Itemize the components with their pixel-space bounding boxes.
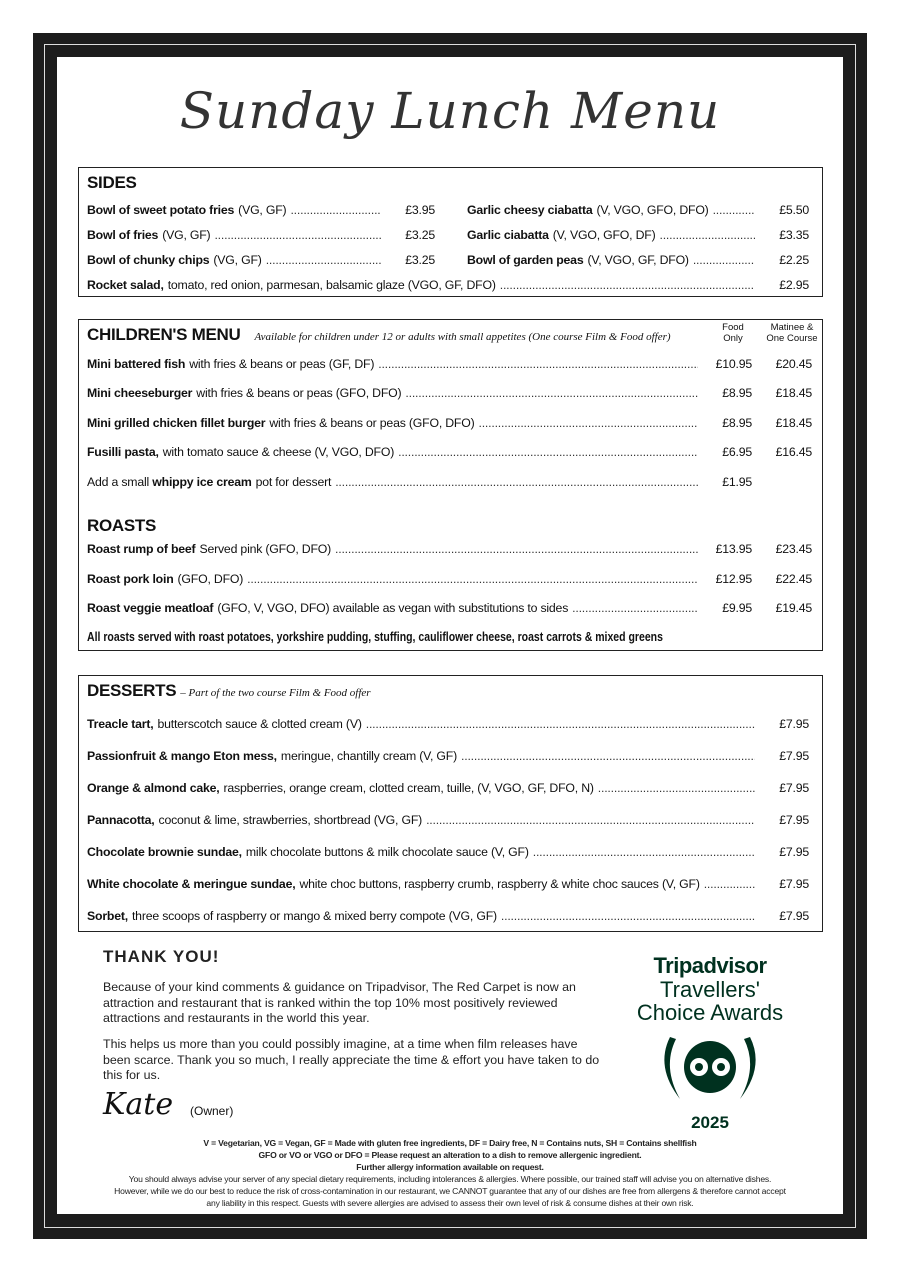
col-matinee: Matinee & One Course [766, 322, 818, 344]
item-price: £7.95 [779, 877, 809, 891]
item-description: (GFO, V, VGO, DFO) available as vegan with substitutions to sides [217, 601, 569, 615]
dot-leader [572, 601, 698, 615]
award-line2: Choice Awards [636, 1000, 784, 1025]
desserts-heading-text: DESSERTS [87, 681, 177, 700]
item-price: £3.25 [405, 253, 435, 267]
item-name: Treacle tart, [87, 717, 154, 731]
item-name: Roast veggie meatloaf [87, 601, 214, 615]
item-price: £9.95 [722, 601, 752, 615]
item-price-matinee: £19.45 [775, 601, 812, 615]
menu-item [87, 845, 809, 859]
item-name: Bowl of chunky chips [87, 253, 210, 267]
footer-line: V = Vegetarian, VG = Vegan, GF = Made with gluten free ingredients, DF = Dairy free, N = Contains nuts, SH = Contains shellfish [203, 1138, 697, 1148]
item-price: £12.95 [715, 572, 752, 586]
item-description: with fries & beans or peas (GF, DF) [189, 357, 375, 371]
item-description: three scoops of raspberry or mango & mixed berry compote (VG, GF) [131, 909, 497, 923]
item-price-matinee: £16.45 [775, 445, 812, 459]
item-price-matinee: £20.45 [775, 357, 812, 371]
menu-item [87, 542, 812, 556]
menu-item [87, 445, 812, 459]
item-price: £8.95 [722, 416, 752, 430]
sides-heading: SIDES [87, 173, 137, 192]
item-name: Bowl of sweet potato fries [87, 203, 235, 217]
dot-leader [214, 228, 381, 242]
children-subtitle: Available for children under 12 or adults with small appetites (One course Film & Food offer) [254, 331, 671, 343]
footer-line: GFO or VO or VGO or DFO = Please request an alteration to a dish to remove allergenic ingredient. [258, 1150, 642, 1160]
menu-item [87, 749, 809, 763]
item-price-matinee: £18.45 [775, 386, 812, 400]
dot-leader [335, 475, 698, 489]
award-line1: Travellers' [660, 977, 760, 1002]
dot-leader [461, 749, 755, 763]
menu-item [467, 203, 809, 217]
item-description: with fries & beans or peas (GFO, DFO) [269, 416, 475, 430]
footer-line: You should always advise your server of any special dietary requirements, including intolerances & allergies. Where possible, our trained staff will advise you on alternative dishes. [128, 1174, 772, 1184]
item-name: Fusilli pasta, [87, 445, 159, 459]
item-description: with fries & beans or peas (GFO, DFO) [196, 386, 402, 400]
dot-leader [405, 386, 698, 400]
allergy-disclaimer [50, 1173, 850, 1209]
desserts-subtitle: – Part of the two course Film & Food offer [180, 687, 371, 699]
footer-line: However, while we do our best to reduce the risk of cross-contamination in our restaurant, we CANNOT guarantee that any of our dishes are free from allergens & therefore cannot accept [114, 1186, 786, 1196]
footer-line: Further allergy information available on request. [356, 1162, 544, 1172]
dot-leader [713, 203, 755, 217]
item-price: £7.95 [779, 781, 809, 795]
item-name: Sorbet, [87, 909, 128, 923]
menu-item [87, 416, 812, 430]
children-heading [87, 325, 671, 345]
item-price-matinee: £23.45 [775, 542, 812, 556]
item-description: (V, VGO, GFO, DFO) [596, 203, 709, 217]
award-year: 2025 [691, 1113, 729, 1132]
item-description: milk chocolate buttons & milk chocolate sauce (V, GF) [245, 845, 529, 859]
allergen-key [50, 1137, 850, 1173]
item-price: £3.35 [779, 228, 809, 242]
menu-item [467, 253, 809, 267]
item-price: £7.95 [779, 749, 809, 763]
dot-leader [290, 203, 381, 217]
item-name: Garlic cheesy ciabatta [467, 203, 593, 217]
dot-leader [693, 253, 755, 267]
dot-leader [378, 357, 698, 371]
award-brand: Tripadvisor [653, 953, 767, 978]
menu-item [87, 909, 809, 923]
owner-label: (Owner) [190, 1104, 234, 1118]
dot-leader [398, 445, 698, 459]
item-description: (VG, GF) [238, 203, 287, 217]
dot-leader [500, 278, 755, 292]
dot-leader [366, 717, 755, 731]
menu-item [87, 386, 812, 400]
item-description: (GFO, DFO) [177, 572, 244, 586]
menu-item [87, 253, 435, 267]
item-name: White chocolate & meringue sundae, [87, 877, 296, 891]
item-name: Roast rump of beef [87, 542, 196, 556]
thanks-paragraph-2: This helps us more than you could possibly imagine, at a time when film releases have been scarce. Thank you so much, I really appreciate the time & effort you have taken to do this for us. [103, 1037, 600, 1082]
menu-item [87, 601, 812, 615]
signature: Kate [103, 1087, 174, 1122]
item-description: (VG, GF) [213, 253, 262, 267]
menu-item [87, 813, 809, 827]
item-name: Garlic ciabatta [467, 228, 549, 242]
dot-leader [266, 253, 381, 267]
dot-leader [426, 813, 755, 827]
owl-laurel-icon [650, 1027, 770, 1113]
item-description: Served pink (GFO, DFO) [199, 542, 332, 556]
item-name: Pannacotta, [87, 813, 155, 827]
item-description: (VG, GF) [162, 228, 211, 242]
roasts-note: All roasts served with roast potatoes, yorkshire pudding, stuffing, cauliflower cheese, roast carrots & mixed greens [87, 630, 663, 644]
item-description: raspberries, orange cream, clotted cream, tuille, (V, VGO, GF, DFO, N) [223, 781, 594, 795]
item-description: white choc buttons, raspberry crumb, raspberry & white choc sauces (V, GF) [299, 877, 700, 891]
menu-item [87, 717, 809, 731]
item-name: Mini grilled chicken fillet burger [87, 416, 266, 430]
item-description: butterscotch sauce & clotted cream (V) [157, 717, 362, 731]
item-prefix: Add a small [87, 475, 153, 489]
menu-item [87, 228, 435, 242]
item-name: Orange & almond cake, [87, 781, 220, 795]
item-price-matinee: £18.45 [775, 416, 812, 430]
menu-item [87, 357, 812, 371]
item-price: £3.95 [405, 203, 435, 217]
item-price: £2.95 [779, 278, 809, 292]
item-price: £10.95 [715, 357, 752, 371]
item-name: Bowl of fries [87, 228, 159, 242]
col-food-only: Food Only [722, 322, 744, 344]
item-price: £7.95 [779, 909, 809, 923]
item-description: meringue, chantilly cream (V, GF) [280, 749, 458, 763]
dot-leader [501, 909, 755, 923]
item-price: £1.95 [722, 475, 752, 489]
item-name: Mini battered fish [87, 357, 186, 371]
dot-leader [704, 877, 755, 891]
desserts-heading [87, 681, 371, 701]
menu-item [87, 781, 809, 795]
item-price: £5.50 [779, 203, 809, 217]
item-name: Roast pork loin [87, 572, 174, 586]
item-description: (V, VGO, GF, DFO) [587, 253, 689, 267]
item-price-matinee: £22.45 [775, 572, 812, 586]
item-name: Passionfruit & mango Eton mess, [87, 749, 277, 763]
item-price: £2.25 [779, 253, 809, 267]
dot-leader [598, 781, 755, 795]
dot-leader [335, 542, 698, 556]
item-name: Rocket salad, [87, 278, 164, 292]
item-name: Mini cheeseburger [87, 386, 193, 400]
item-description: pot for dessert [255, 475, 332, 489]
menu-item [467, 228, 809, 242]
dot-leader [533, 845, 755, 859]
item-price: £13.95 [715, 542, 752, 556]
menu-item [87, 475, 812, 489]
item-description: with tomato sauce & cheese (V, VGO, DFO) [162, 445, 395, 459]
item-description: (V, VGO, GFO, DF) [552, 228, 656, 242]
roasts-heading: ROASTS [87, 516, 157, 535]
menu-item [87, 877, 809, 891]
desserts-box [78, 675, 823, 932]
menu-title: Sunday Lunch Menu [179, 82, 721, 140]
children-heading-text: CHILDREN'S MENU [87, 325, 241, 344]
item-price: £3.25 [405, 228, 435, 242]
item-price: £8.95 [722, 386, 752, 400]
menu-item [87, 278, 809, 292]
item-name: Chocolate brownie sundae, [87, 845, 242, 859]
dot-leader [247, 572, 698, 586]
dot-leader [479, 416, 699, 430]
item-description: tomato, red onion, parmesan, balsamic glaze (VGO, GF, DFO) [167, 278, 496, 292]
thanks-paragraph-1: Because of your kind comments & guidance on Tripadvisor, The Red Carpet is now an attraction and restaurant that is ranked within the top 10% most positively reviewed attractions and restaurants in the world this year. [103, 980, 576, 1025]
thanks-heading: THANK YOU! [103, 947, 220, 966]
item-price: £6.95 [722, 445, 752, 459]
dot-leader [660, 228, 756, 242]
item-name: Bowl of garden peas [467, 253, 584, 267]
item-name: whippy ice cream [152, 475, 252, 489]
item-price: £7.95 [779, 813, 809, 827]
item-price: £7.95 [779, 717, 809, 731]
item-description: coconut & lime, strawberries, shortbread (VG, GF) [158, 813, 423, 827]
menu-item [87, 572, 812, 586]
tripadvisor-award [615, 953, 805, 1133]
item-price: £7.95 [779, 845, 809, 859]
menu-item [87, 203, 435, 217]
footer-line: any liability in this respect. Guests with severe allergies are advised to assess their own level of risk & consume dishes at their own risk. [206, 1198, 694, 1208]
